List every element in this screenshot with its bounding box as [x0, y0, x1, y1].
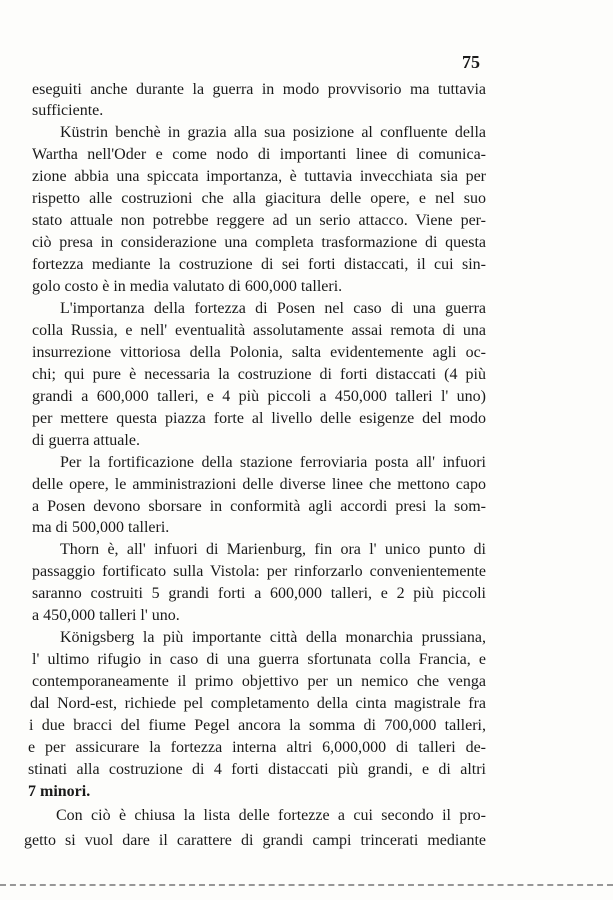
- text-line: getto si vuol dare il carattere di grandi campi trincerati mediante: [24, 832, 486, 849]
- text-line: dal Nord-est, richiede pel completamento della cinta magistrale fra: [30, 695, 486, 712]
- text-line: zione abbia una spiccata importanza, è tuttavia invecchiata sia per: [32, 168, 486, 185]
- text-line: di guerra attuale.: [32, 432, 140, 449]
- text-line: e per assicurare la fortezza interna altri 6,000,000 di talleri de-: [28, 739, 486, 756]
- page-edge-rule: [0, 884, 613, 886]
- text-line: Wartha nell'Oder e come nodo di importanti linee di comunica-: [32, 146, 486, 163]
- text-line: sufficiente.: [32, 102, 104, 119]
- text-line: stato attuale non potrebbe reggere ad un serio attacco. Viene per-: [32, 212, 486, 229]
- text-line: stinati alla costruzione di 4 forti distaccati più grandi, e di altri: [28, 761, 486, 778]
- text-line: golo costo è in media valutato di 600,000 talleri.: [32, 278, 343, 295]
- text-line: passaggio fortificato sulla Vistola: per rinforzarlo convenientemente: [32, 563, 486, 580]
- text-line: contemporaneamente il primo objettivo per un nemico che venga: [32, 673, 486, 690]
- text-line: Küstrin benchè in grazia alla sua posizione al confluente della: [60, 124, 486, 141]
- text-line: Königsberg la più importante città della monarchia prussiana,: [60, 629, 486, 646]
- text-line: i due bracci del fiume Pegel ancora la somma di 700,000 talleri,: [29, 717, 486, 734]
- text-line: eseguiti anche durante la guerra in modo provvisorio ma tuttavia: [32, 81, 486, 98]
- text-line: rispetto alle costruzioni che alla giacitura delle opere, e nel suo: [32, 190, 486, 207]
- text-line: delle opere, le amministrazioni delle diverse linee che mettono capo: [32, 476, 486, 493]
- text-line: Con ciò è chiusa la lista delle fortezze a cui secondo il pro-: [56, 807, 486, 824]
- text-line: saranno costruiti 5 grandi forti a 600,000 talleri, e 2 più piccoli: [32, 585, 486, 602]
- text-line: insurrezione vittoriosa della Polonia, salta evidentemente agli oc-: [32, 344, 486, 361]
- text-line: a 450,000 talleri l' uno.: [32, 607, 180, 624]
- text-line: colla Russia, e nell' eventualità assolutamente assai remota di una: [32, 322, 486, 339]
- text-line: 7 minori.: [28, 783, 91, 800]
- text-line: grandi a 600,000 talleri, e 4 più piccoli a 450,000 talleri l' uno): [32, 388, 486, 405]
- text-line: L'importanza della fortezza di Posen nel caso di una guerra: [60, 300, 486, 317]
- page-number: 75: [462, 52, 480, 72]
- text-line: fortezza mediante la costruzione di sei forti distaccati, il cui sin-: [32, 256, 486, 273]
- text-line: ma di 500,000 talleri.: [32, 519, 170, 536]
- text-line: Thorn è, all' infuori di Marienburg, fin ora l' unico punto di: [60, 541, 486, 558]
- text-line: a Posen devono sborsare in conformità agli accordi presi la som-: [32, 498, 486, 515]
- text-line: Per la fortificazione della stazione ferroviaria posta all' infuori: [60, 454, 486, 471]
- text-line: ciò presa in considerazione una completa trasformazione di questa: [32, 234, 486, 251]
- text-line: chi; qui pure è necessaria la costruzione di forti distaccati (4 più: [32, 366, 486, 383]
- text-line: l' ultimo rifugio in caso di una guerra sfortunata colla Francia, e: [32, 651, 486, 668]
- text-line: per mettere questa piazza forte al livello delle esigenze del modo: [32, 410, 486, 427]
